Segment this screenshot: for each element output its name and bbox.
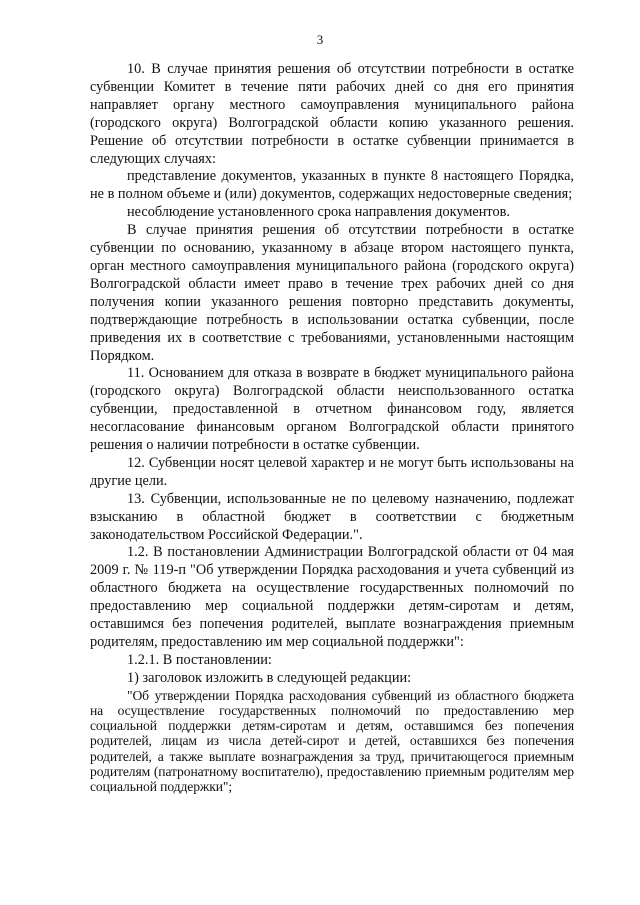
paragraph-12: 12. Субвенции носят целевой характер и не могут быть использованы на другие цели. (90, 454, 574, 489)
paragraph-case-2: несоблюдение установленного срока направления документов. (127, 204, 510, 221)
paragraph-1-2-1: 1.2.1. В постановлении: (127, 651, 272, 668)
paragraph-case-1: представление документов, указанных в пункте 8 настоящего Порядка, не в полном объеме и (или) документов, содержащих недостоверные сведения; (90, 168, 574, 203)
paragraph-10-resubmit: В случае принятия решения об отсутствии потребности в остатке субвенции по основанию, указанному в абзаце втором настоящего пункта, орган местного самоуправления муниципального района (городского округа) Волгоградской области имеет право в течение трех рабочих дней со дня получения копии указанного решения повторно представить документы, подтверждающие потребность в использовании остатка субвенции, после приведения их в соответствие с требованиями, установленными настоящим Порядком. (90, 222, 574, 364)
paragraph-11: 11. Основанием для отказа в возврате в бюджет муниципального района (городского округа) Волгоградской области неиспользованного остатка субвенции, предоставленной в отчетном финансовом году, является несогласование финансовым органом Волгоградской области принятого решения о наличии потребности в остатке субвенции. (90, 365, 574, 454)
document-body (90, 61, 574, 794)
paragraph-1-2: 1.2. В постановлении Администрации Волгоградской области от 04 мая 2009 г. № 119-п "Об утверждении Порядка расходования и учета субвенций из областного бюджета на осуществление государственных полномочий по предоставлению мер социальной поддержки детям-сиротам и детям, оставшимся без попечения родителей, выплате вознаграждения приемным родителям, предоставлению им мер социальной поддержки": (90, 544, 574, 650)
paragraph-10: 10. В случае принятия решения об отсутствии потребности в остатке субвенции Комитет в течение пяти рабочих дней со дня его принятия направляет органу местного самоуправления муниципального района (городского округа) Волгоградской области копию указанного решения. Решение об отсутствии потребности в остатке субвенции принимается в следующих случаях: (90, 61, 574, 167)
page-number: 3 (316, 32, 324, 47)
quoted-new-title: "Об утверждении Порядка расходования субвенций из областного бюджета на осуществление государственных полномочий по предоставлению мер социальной поддержки детям-сиротам и детям, оставшимся без попечения родителей, лицам из числа детей-сирот и детей, оставшихся без попечения родителей, а также выплате вознаграждения за труд, причитающегося приемным родителям (патронатному воспитателю), предоставлению приемным родителям мер социальной поддержки"; (90, 687, 574, 794)
paragraph-13: 13. Субвенции, использованные не по целевому назначению, подлежат взысканию в областной бюджет в соответствии с бюджетным законодательством Российской Федерации.". (90, 490, 574, 543)
paragraph-title-change: 1) заголовок изложить в следующей редакции: (127, 669, 412, 686)
